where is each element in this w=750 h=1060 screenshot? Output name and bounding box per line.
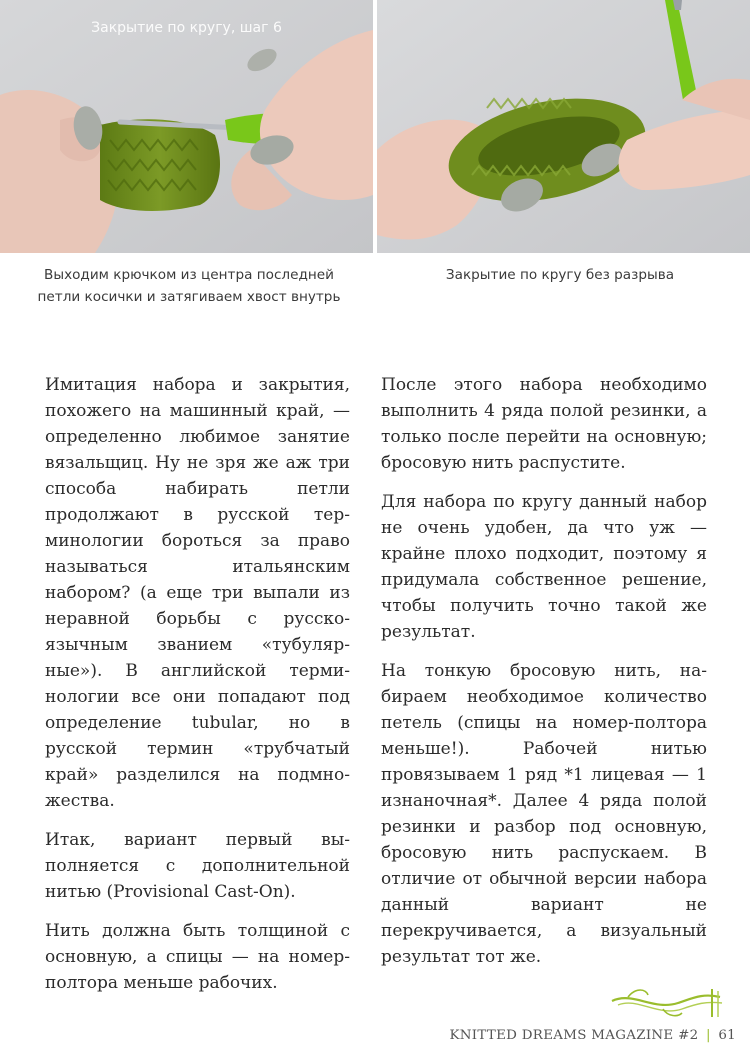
paragraph: Имитация набора и закрытия, похожего на машинный край, — определенно любимое занятие вязальщиц. Ну не зря же аж три способа набирать петли продолжают в русской терминологии бороться за право называться итальянским набором? (а еще три выпали из неравной борьбы с русскоязычным званием «тубулярные»). В английской терминологии все они попадают под определение tubular, но в русской термин «трубчатый край» разделился на подмножества. bbox=[45, 375, 350, 811]
photo-circular-bindoff-result bbox=[377, 0, 750, 253]
photo-circular-bindoff-step6 bbox=[0, 0, 373, 253]
photo-step-label: Закрытие по кругу, шаг 6 bbox=[91, 20, 282, 36]
magazine-title: KNITTED DREAMS MAGAZINE #2 bbox=[449, 1028, 699, 1043]
vine-ornament-icon bbox=[608, 983, 728, 1023]
photo-left-illustration bbox=[0, 0, 373, 253]
text-column-left bbox=[45, 372, 350, 1009]
paragraph: Для набора по кругу данный набор не очень удобен, да что уж — крайне плохо подходит, поэтому я придумала собственное решение, чтобы получить точно такой же результат. bbox=[381, 492, 707, 642]
paragraph: Нить должна быть толщиной с основную, а спицы — на номер-полтора меньше рабочих. bbox=[45, 921, 350, 993]
text-column-right bbox=[381, 372, 707, 983]
photo-right-illustration bbox=[377, 0, 750, 253]
paragraph: Итак, вариант первый выполняется с дополнительной нитью (Provisional Cast-On). bbox=[45, 830, 350, 902]
page-footer bbox=[449, 1028, 736, 1043]
paragraph: На тонкую бросовую нить, набираем необходимое количество петель (спицы на номер-полтора меньше!). Рабочей нитью провязываем 1 ряд *1 лицевая — 1 изнаночная*. Далее 4 ряда полой резинки и разбор под основную, бросовую нить распускаем. В отличие от обычной версии набора данный вариант не перекручивается, а визуальный результат тот же. bbox=[381, 661, 707, 967]
photo-caption-right: Закрытие по кругу без разрыва bbox=[445, 267, 675, 283]
photo-caption-left: Выходим крючком из центра последней петли косички и затягиваем хвост внутрь bbox=[37, 267, 341, 305]
paragraph: После этого набора необходимо выполнить 4 ряда полой резинки, а только после перейти на основную; бросовую нить распустите. bbox=[381, 375, 707, 473]
footer-separator: | bbox=[705, 1028, 711, 1043]
page-number: 61 bbox=[718, 1028, 736, 1043]
